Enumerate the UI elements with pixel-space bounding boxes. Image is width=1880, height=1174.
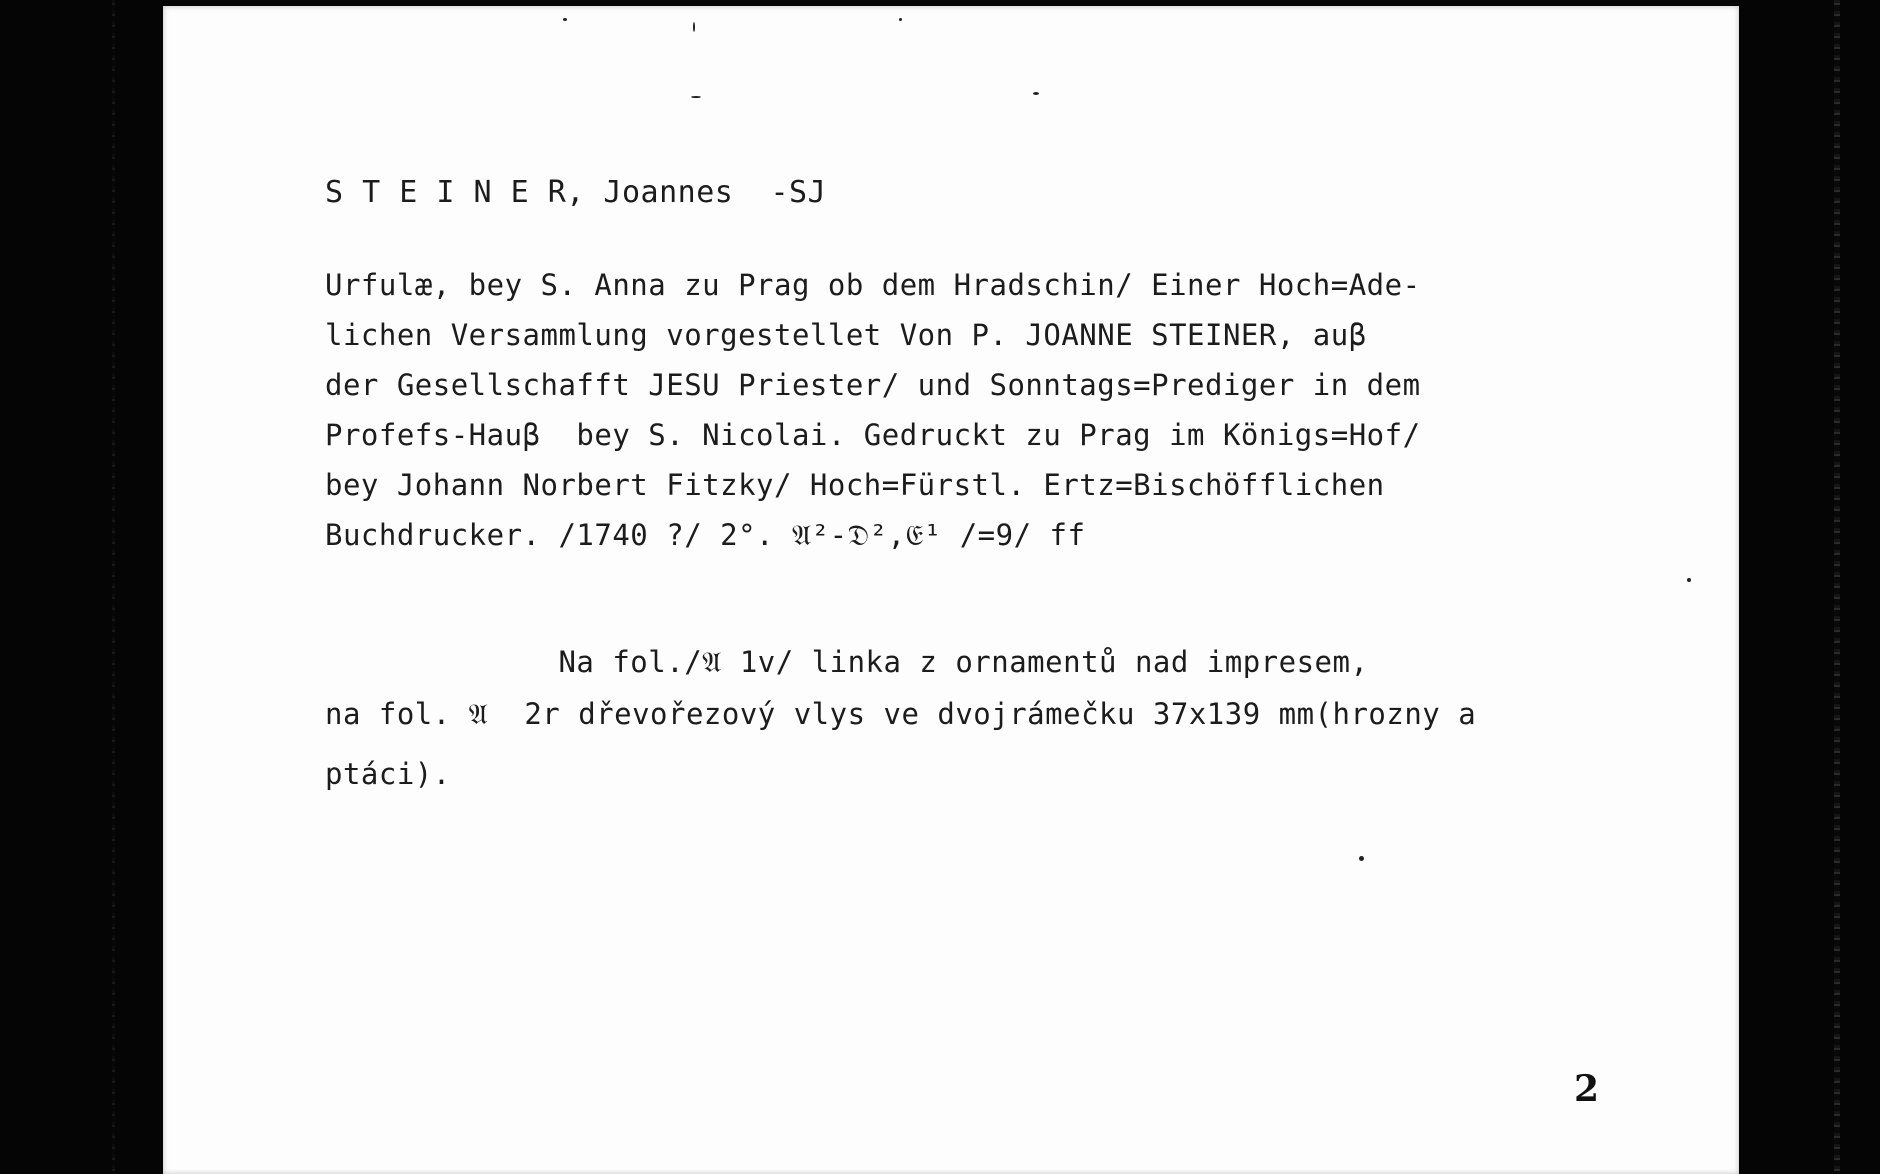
- description-line: Profefs-Hauβ bey S. Nicolai. Gedruckt zu Prag im Königs=Hof/: [325, 418, 1421, 452]
- description-line: Buchdrucker. /1740 ?/ 2°. 𝔄²-𝔇²,𝔈¹ /=9/ ff: [325, 518, 1086, 552]
- dust-speck: [563, 18, 567, 21]
- note-line: ptáci).: [325, 757, 451, 791]
- card-heading: S T E I N E R, Joannes -SJ: [325, 175, 827, 210]
- dust-speck: [1033, 92, 1039, 95]
- note-line: na fol. 𝔄 2r dřevořezový vlys ve dvojrámečku 37x139 mm(hrozny a: [325, 697, 1477, 731]
- dust-speck: [693, 22, 695, 32]
- card-page-number: 2: [1574, 1068, 1600, 1110]
- dust-speck: [1359, 856, 1364, 861]
- description-line: der Gesellschafft JESU Priester/ und Sonntags=Prediger in dem: [325, 368, 1421, 402]
- description-line: lichen Versammlung vorgestellet Von P. JOANNE STEINER, auβ: [325, 318, 1367, 352]
- dust-speck: [1687, 578, 1691, 582]
- scan-edge-left: [112, 0, 115, 1174]
- dust-speck: [899, 18, 902, 21]
- description-line: Urfulæ, bey S. Anna zu Prag ob dem Hradschin/ Einer Hoch=Ade-: [325, 268, 1421, 302]
- scan-edge-right: [1834, 0, 1840, 1174]
- note-line: Na fol./𝔄 1v/ linka z ornamentů nad impresem,: [325, 645, 1369, 679]
- description-line: bey Johann Norbert Fitzky/ Hoch=Fürstl. Ertz=Bischöfflichen: [325, 468, 1385, 502]
- dust-speck: [691, 96, 701, 98]
